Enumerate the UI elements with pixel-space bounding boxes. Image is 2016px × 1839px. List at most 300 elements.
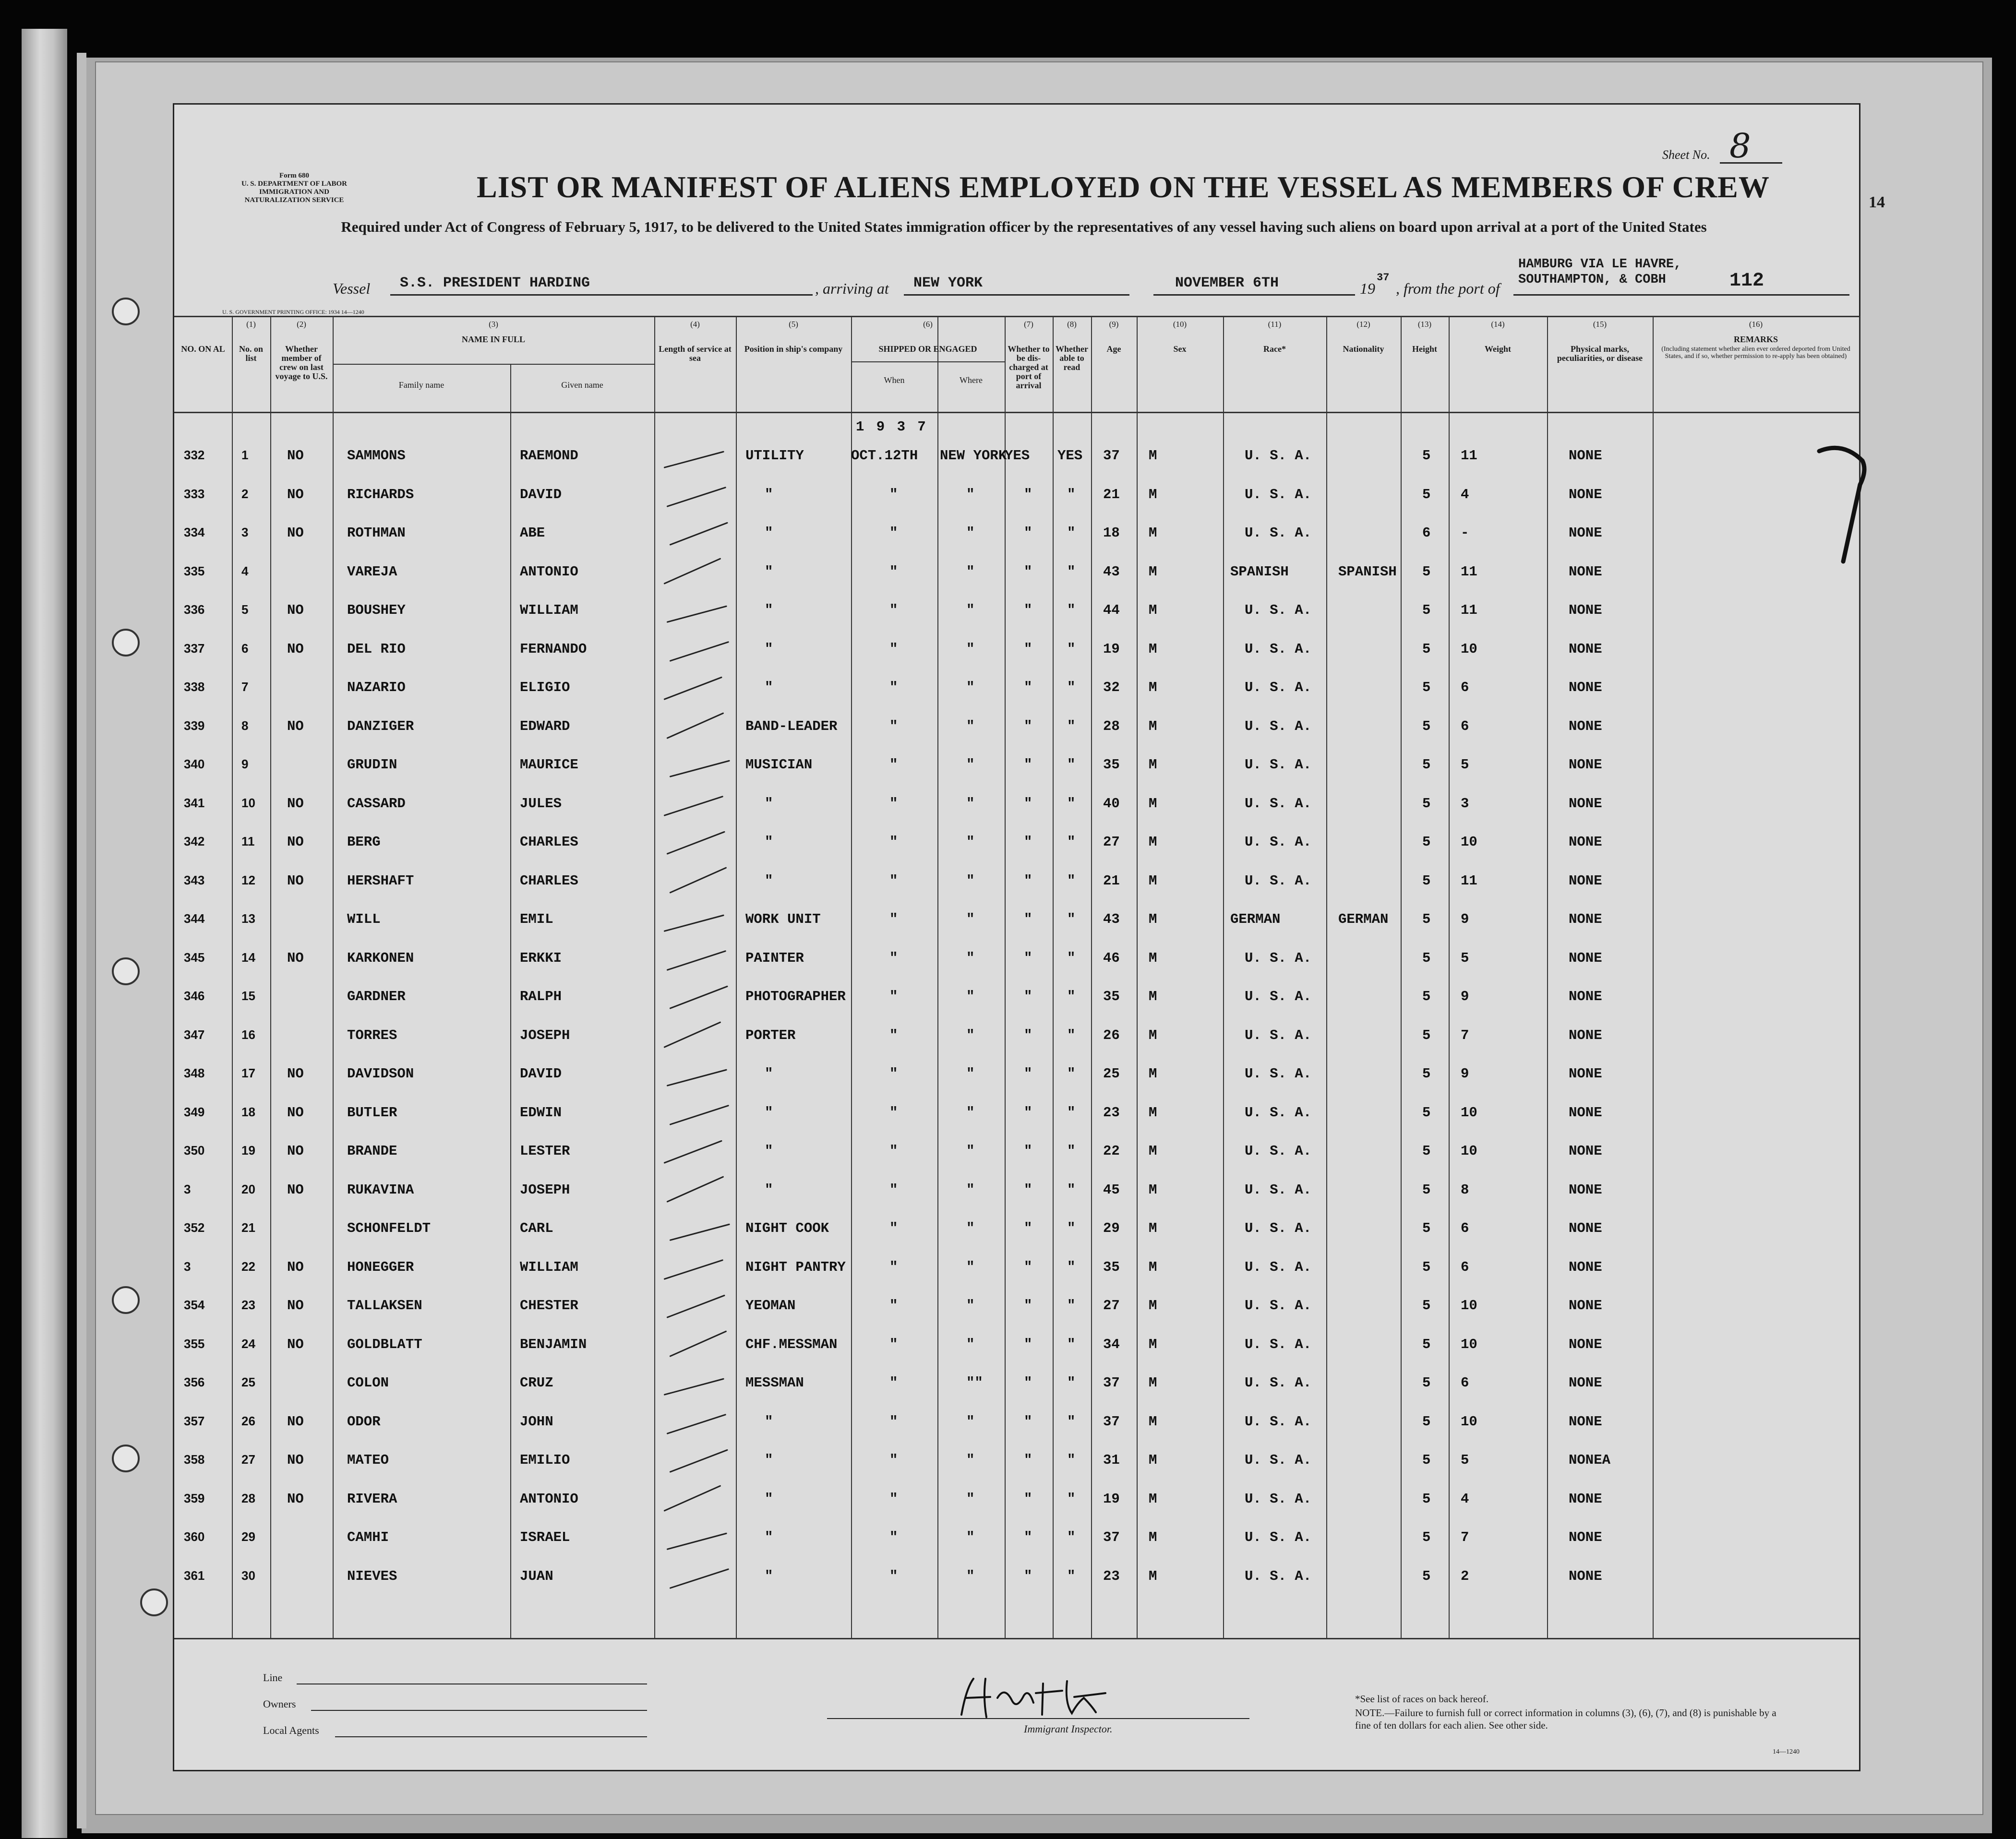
cell-when: ": [889, 1027, 898, 1043]
cell-position: PAINTER: [745, 950, 804, 966]
row-number-all: 358: [184, 1452, 205, 1467]
cell-where: ": [966, 1104, 975, 1121]
cell-when: ": [889, 1491, 898, 1507]
cell-physical: NONE: [1569, 1259, 1602, 1275]
row-number-all: 332: [184, 448, 205, 462]
cell-when: ": [889, 795, 898, 812]
cell-family-name: GRUDIN: [347, 757, 397, 773]
cell-age: 46: [1103, 950, 1120, 966]
cell-age: 23: [1103, 1104, 1120, 1121]
cell-weight: 7: [1461, 1027, 1469, 1043]
cell-given-name: JOSEPH: [520, 1182, 570, 1198]
cell-race: U. S. A.: [1245, 1529, 1312, 1545]
cell-given-name: BENJAMIN: [520, 1336, 587, 1352]
cell-position: BAND-LEADER: [745, 718, 838, 734]
cell-weight: 10: [1461, 834, 1477, 850]
row-number-all: 354: [184, 1298, 205, 1312]
cell-position: ": [765, 795, 773, 812]
cell-nationality: SPANISH: [1338, 563, 1397, 580]
year-prefix: 19: [1360, 280, 1375, 297]
col-head-length-service: Length of service at sea: [659, 344, 732, 363]
cell-height: 5: [1422, 1259, 1431, 1275]
cell-sex: M: [1149, 1104, 1157, 1121]
cell-when: ": [889, 757, 898, 773]
cell-when: ": [889, 1529, 898, 1545]
penalty-note: NOTE.—Failure to furnish full or correct information in columns (3), (6), (7), and (8) is punishable by a fine of ten dollars for each alien. See other side.: [1355, 1707, 1776, 1731]
service-check-mark: [667, 1532, 727, 1550]
cell-prev-voyage: NO: [287, 1452, 304, 1468]
cell-when: ": [889, 563, 898, 580]
cell-where: "": [966, 1375, 983, 1391]
cell-where: ": [966, 1491, 975, 1507]
col-head-whether-member: Whether member of crew on last voyage to U.S.: [275, 344, 328, 381]
sheet-label: Sheet No.: [1662, 148, 1710, 162]
from-port-line: [1513, 294, 1849, 296]
races-note: *See list of races on back hereof.: [1355, 1693, 1489, 1705]
row-number-all: 352: [184, 1220, 205, 1235]
cell-discharged: ": [1024, 834, 1032, 850]
cell-age: 31: [1103, 1452, 1120, 1468]
cell-physical: NONE: [1569, 1568, 1602, 1584]
col-head-position: Position in ship's company: [744, 344, 843, 354]
cell-family-name: GOLDBLATT: [347, 1336, 422, 1352]
cell-discharged: ": [1024, 1066, 1032, 1082]
cell-race: U. S. A.: [1245, 448, 1312, 464]
cell-race: SPANISH: [1230, 563, 1289, 580]
row-number-all: 338: [184, 680, 205, 694]
cell-physical: NONE: [1569, 1413, 1602, 1430]
cell-weight: 10: [1461, 641, 1477, 657]
cell-height: 5: [1422, 1336, 1431, 1352]
inspector-label: Immigrant Inspector.: [1024, 1723, 1113, 1735]
table-column-divider: [510, 364, 511, 1638]
form-code: 14—1240: [1773, 1748, 1800, 1755]
col-head-weight: Weight: [1484, 344, 1511, 354]
cell-sex: M: [1149, 680, 1157, 695]
punch-hole: [112, 1445, 140, 1472]
row-number-list: 29: [241, 1529, 255, 1544]
cell-given-name: JUAN: [520, 1568, 553, 1584]
cell-age: 32: [1103, 680, 1120, 695]
cell-sex: M: [1149, 1375, 1157, 1391]
cell-prev-voyage: NO: [287, 1298, 304, 1314]
service-check-mark: [670, 1568, 730, 1588]
cell-race: U. S. A.: [1245, 1336, 1312, 1352]
cell-given-name: LESTER: [520, 1143, 570, 1159]
cell-where: NEW YORK: [940, 448, 1007, 464]
cell-where: ": [966, 1182, 975, 1198]
cell-age: 21: [1103, 872, 1120, 889]
column-number: (5): [789, 320, 798, 329]
cell-family-name: COLON: [347, 1375, 389, 1391]
cell-family-name: TORRES: [347, 1027, 397, 1043]
form-label: Form 680 U. S. DEPARTMENT OF LABOR IMMIGRATION AND NATURALIZATION SERVICE: [241, 172, 348, 204]
service-check-mark: [669, 986, 728, 1009]
cell-discharged: ": [1024, 486, 1032, 502]
table-column-divider: [937, 316, 938, 1638]
cell-age: 27: [1103, 834, 1120, 850]
cell-discharged: ": [1024, 1491, 1032, 1507]
table-column-divider: [1053, 316, 1054, 1638]
cell-family-name: RICHARDS: [347, 486, 414, 502]
cell-when: ": [889, 718, 898, 734]
cell-race: U. S. A.: [1245, 1413, 1312, 1430]
col-head-able-read: Whether able to read: [1056, 344, 1088, 372]
cell-family-name: BUTLER: [347, 1104, 397, 1121]
table-column-divider: [270, 316, 271, 1638]
cell-family-name: BERG: [347, 834, 381, 850]
cell-given-name: EMIL: [520, 911, 553, 927]
col-head-no-on-list: No. on list: [239, 344, 263, 363]
cell-height: 5: [1422, 1298, 1431, 1314]
cell-where: ": [966, 1336, 975, 1352]
cell-given-name: RAEMOND: [520, 448, 578, 464]
cell-given-name: JULES: [520, 795, 562, 812]
cell-position: ": [765, 1143, 773, 1159]
cell-position: UTILITY: [745, 448, 804, 464]
punch-hole: [112, 1286, 140, 1314]
cell-sex: M: [1149, 563, 1157, 580]
cell-able-read: ": [1067, 872, 1076, 889]
cell-physical: NONE: [1569, 950, 1602, 966]
cell-height: 5: [1422, 1452, 1431, 1468]
cell-physical: NONE: [1569, 1336, 1602, 1352]
cell-discharged: ": [1024, 1143, 1032, 1159]
arrival-date: NOVEMBER 6TH: [1175, 275, 1279, 291]
cell-family-name: HONEGGER: [347, 1259, 414, 1275]
cell-where: ": [966, 1143, 975, 1159]
cell-race: U. S. A.: [1245, 1452, 1312, 1468]
column-number: (16): [1749, 320, 1763, 329]
row-number-all: 337: [184, 641, 205, 656]
row-number-list: 14: [241, 950, 255, 965]
cell-where: ": [966, 950, 975, 966]
cell-sex: M: [1149, 641, 1157, 657]
cell-age: 22: [1103, 1143, 1120, 1159]
cell-weight: 11: [1461, 448, 1477, 464]
cell-prev-voyage: NO: [287, 1491, 304, 1507]
cell-able-read: ": [1067, 1220, 1076, 1236]
row-number-all: 347: [184, 1027, 205, 1042]
cell-family-name: WILL: [347, 911, 381, 927]
row-number-list: 24: [241, 1336, 255, 1351]
cell-able-read: ": [1067, 911, 1076, 927]
row-number-list: 2: [241, 486, 249, 501]
cell-prev-voyage: NO: [287, 834, 304, 850]
column-number: (13): [1417, 320, 1432, 329]
cell-family-name: RIVERA: [347, 1491, 397, 1507]
vessel-name: S.S. PRESIDENT HARDING: [400, 275, 590, 291]
footer-divider: [174, 1638, 1859, 1639]
cell-discharged: ": [1024, 1104, 1032, 1121]
page-title: LIST OR MANIFEST OF ALIENS EMPLOYED ON THE VESSEL AS MEMBERS OF CREW: [477, 170, 1770, 204]
cell-race: U. S. A.: [1245, 1375, 1312, 1391]
cell-sex: M: [1149, 1452, 1157, 1468]
cell-race: U. S. A.: [1245, 680, 1312, 695]
line-label: Line: [263, 1672, 283, 1684]
cell-position: ": [765, 872, 773, 889]
cell-weight: 10: [1461, 1298, 1477, 1314]
cell-where: ": [966, 989, 975, 1004]
cell-height: 5: [1422, 795, 1431, 812]
cell-discharged: ": [1024, 950, 1032, 966]
row-number-all: 334: [184, 525, 205, 539]
cell-race: U. S. A.: [1245, 1568, 1312, 1584]
cell-family-name: SAMMONS: [347, 448, 406, 464]
cell-given-name: ISRAEL: [520, 1529, 570, 1545]
service-check-mark: [670, 1223, 730, 1241]
cell-race: U. S. A.: [1245, 795, 1312, 812]
cell-able-read: ": [1067, 563, 1076, 580]
cell-weight: 3: [1461, 795, 1469, 812]
column-number: (4): [690, 320, 700, 329]
cell-discharged: ": [1024, 795, 1032, 812]
binder-strip: [22, 29, 67, 1838]
row-number-list: 13: [241, 911, 255, 926]
cell-able-read: ": [1067, 834, 1076, 850]
row-number-all: 350: [184, 1143, 205, 1158]
year-suffix: 37: [1377, 272, 1390, 284]
row-number-all: 360: [184, 1529, 205, 1544]
cell-family-name: HERSHAFT: [347, 872, 414, 889]
cell-able-read: ": [1067, 757, 1076, 773]
cell-physical: NONE: [1569, 486, 1602, 502]
table-column-divider: [654, 316, 655, 1638]
cell-family-name: CAMHI: [347, 1529, 389, 1545]
row-number-all: 339: [184, 718, 205, 733]
cell-discharged: ": [1024, 1298, 1032, 1314]
cell-given-name: CRUZ: [520, 1375, 553, 1391]
cell-race: U. S. A.: [1245, 486, 1312, 502]
cell-where: ": [966, 602, 975, 618]
cell-physical: NONE: [1569, 1375, 1602, 1391]
col-head-sex: Sex: [1173, 344, 1187, 354]
row-number-list: 19: [241, 1143, 255, 1158]
row-number-all: 341: [184, 795, 205, 810]
cell-weight: 10: [1461, 1143, 1477, 1159]
cell-race: U. S. A.: [1245, 1182, 1312, 1198]
cell-position: ": [765, 641, 773, 657]
cell-height: 5: [1422, 718, 1431, 734]
row-number-list: 11: [241, 834, 255, 848]
cell-family-name: BRANDE: [347, 1143, 397, 1159]
cell-given-name: EDWARD: [520, 718, 570, 734]
cell-able-read: ": [1067, 718, 1076, 734]
cell-discharged: ": [1024, 757, 1032, 773]
row-number-list: 3: [241, 525, 249, 539]
col-head-remarks-note: (Including statement whether alien ever ordered deported from United States, and if so, whether permission to re-apply has been obtained): [1661, 346, 1850, 360]
cell-race: U. S. A.: [1245, 602, 1312, 618]
row-number-list: 15: [241, 989, 255, 1003]
cell-where: ": [966, 641, 975, 657]
table-column-divider: [851, 316, 852, 1638]
cell-physical: NONE: [1569, 563, 1602, 580]
row-number-all: 335: [184, 563, 205, 578]
cell-weight: 5: [1461, 757, 1469, 773]
cell-discharged: ": [1024, 718, 1032, 734]
row-number-all: 355: [184, 1336, 205, 1351]
cell-when: ": [889, 1336, 898, 1352]
cell-given-name: MAURICE: [520, 757, 578, 773]
column-number: (2): [297, 320, 306, 329]
cell-family-name: ODOR: [347, 1413, 381, 1430]
col-head-remarks: REMARKS: [1733, 334, 1778, 344]
cell-discharged: ": [1024, 1413, 1032, 1430]
cell-prev-voyage: NO: [287, 950, 304, 966]
cell-prev-voyage: NO: [287, 1182, 304, 1198]
cell-given-name: JOHN: [520, 1413, 553, 1430]
cell-discharged: ": [1024, 602, 1032, 618]
cell-where: ": [966, 1452, 975, 1468]
cell-race: U. S. A.: [1245, 1143, 1312, 1159]
cell-discharged: ": [1024, 680, 1032, 695]
punch-hole: [112, 629, 140, 657]
cell-race: U. S. A.: [1245, 1027, 1312, 1043]
cell-physical: NONEA: [1569, 1452, 1611, 1468]
local-agents-label: Local Agents: [263, 1724, 319, 1736]
service-check-mark: [667, 486, 727, 507]
cell-height: 5: [1422, 563, 1431, 580]
row-number-all: 342: [184, 834, 205, 848]
table-column-divider: [333, 316, 334, 1638]
cell-weight: 10: [1461, 1104, 1477, 1121]
cell-age: 27: [1103, 1298, 1120, 1314]
cell-discharged: ": [1024, 1027, 1032, 1043]
cell-physical: NONE: [1569, 448, 1602, 464]
cell-age: 18: [1103, 525, 1120, 541]
cell-given-name: EDWIN: [520, 1104, 562, 1121]
cell-sex: M: [1149, 757, 1157, 773]
column-number: (9): [1109, 320, 1119, 329]
cell-height: 5: [1422, 911, 1431, 927]
cell-where: ": [966, 525, 975, 541]
owners-underline: [311, 1710, 647, 1711]
cell-prev-voyage: NO: [287, 1066, 304, 1082]
cell-position: ": [765, 1452, 773, 1468]
cell-position: PORTER: [745, 1027, 796, 1043]
cell-discharged: ": [1024, 1259, 1032, 1275]
cell-age: 40: [1103, 795, 1120, 812]
cell-family-name: NAZARIO: [347, 680, 406, 695]
sheet-number: 8: [1729, 126, 1751, 166]
cell-able-read: ": [1067, 1375, 1076, 1391]
cell-physical: NONE: [1569, 1143, 1602, 1159]
cell-age: 28: [1103, 718, 1120, 734]
cell-race: U. S. A.: [1245, 872, 1312, 889]
cell-given-name: WILLIAM: [520, 602, 578, 618]
column-number: (6): [923, 320, 933, 329]
cell-physical: NONE: [1569, 757, 1602, 773]
service-check-mark: [669, 522, 728, 546]
cell-sex: M: [1149, 486, 1157, 502]
col-head-name: NAME IN FULL: [461, 334, 525, 344]
cell-weight: 11: [1461, 602, 1477, 618]
cell-family-name: RUKAVINA: [347, 1182, 414, 1198]
row-number-all: 357: [184, 1413, 205, 1428]
cell-sex: M: [1149, 1568, 1157, 1584]
cell-discharged: ": [1024, 641, 1032, 657]
cell-weight: 4: [1461, 486, 1469, 502]
cell-sex: M: [1149, 1529, 1157, 1545]
cell-prev-voyage: NO: [287, 641, 304, 657]
cell-able-read: ": [1067, 795, 1076, 812]
table-column-divider: [1653, 316, 1654, 1638]
cell-age: 37: [1103, 1529, 1120, 1545]
cell-given-name: CHARLES: [520, 834, 578, 850]
cell-where: ": [966, 911, 975, 927]
cell-position: NIGHT COOK: [745, 1220, 829, 1236]
row-number-list: 27: [241, 1452, 255, 1467]
col-head-nationality: Nationality: [1343, 344, 1384, 354]
row-number-list: 4: [241, 563, 249, 578]
cell-position: ": [765, 1104, 773, 1121]
cell-when: ": [889, 1143, 898, 1159]
cell-sex: M: [1149, 525, 1157, 541]
cell-weight: 6: [1461, 1220, 1469, 1236]
column-number: (12): [1356, 320, 1370, 329]
cell-discharged: ": [1024, 1568, 1032, 1584]
cell-when: ": [889, 1066, 898, 1082]
cell-race: GERMAN: [1230, 911, 1281, 927]
cell-when: ": [889, 950, 898, 966]
cell-race: U. S. A.: [1245, 1491, 1312, 1507]
cell-sex: M: [1149, 795, 1157, 812]
cell-age: 43: [1103, 911, 1120, 927]
cell-weight: 9: [1461, 1066, 1469, 1082]
service-check-mark: [663, 558, 721, 585]
column-number: (3): [489, 320, 498, 329]
cell-weight: 9: [1461, 911, 1469, 927]
cell-discharged: ": [1024, 563, 1032, 580]
cell-position: MUSICIAN: [745, 757, 813, 773]
cell-where: ": [966, 563, 975, 580]
row-number-list: 8: [241, 718, 249, 733]
cell-position: CHF.MESSMAN: [745, 1336, 838, 1352]
cell-position: ": [765, 486, 773, 502]
cell-weight: 10: [1461, 1336, 1477, 1352]
row-number-all: 340: [184, 757, 205, 771]
cell-height: 5: [1422, 602, 1431, 618]
cell-weight: 5: [1461, 950, 1469, 966]
margin-annotation-mark: [1814, 442, 1877, 576]
service-check-mark: [664, 451, 724, 468]
cell-when: ": [889, 989, 898, 1004]
row-number-list: 26: [241, 1413, 255, 1428]
cell-when: OCT.12TH: [851, 448, 918, 464]
cell-sex: M: [1149, 1220, 1157, 1236]
service-check-mark: [670, 641, 730, 661]
cell-height: 5: [1422, 1027, 1431, 1043]
cell-age: 37: [1103, 448, 1120, 464]
cell-height: 5: [1422, 1104, 1431, 1121]
cell-prev-voyage: NO: [287, 525, 304, 541]
cell-when: ": [889, 486, 898, 502]
cell-physical: NONE: [1569, 1298, 1602, 1314]
table-column-divider: [1223, 316, 1224, 1638]
cell-race: U. S. A.: [1245, 718, 1312, 734]
cell-when: ": [889, 1413, 898, 1430]
cell-where: ": [966, 1298, 975, 1314]
arriving-line: [904, 294, 1129, 296]
agents-underline: [335, 1736, 647, 1737]
cell-family-name: KARKONEN: [347, 950, 414, 966]
punch-hole: [140, 1588, 168, 1616]
cell-position: WORK UNIT: [745, 911, 821, 927]
cell-sex: M: [1149, 989, 1157, 1004]
cell-discharged: ": [1024, 1220, 1032, 1236]
cell-weight: 2: [1461, 1568, 1469, 1584]
cell-age: 37: [1103, 1375, 1120, 1391]
